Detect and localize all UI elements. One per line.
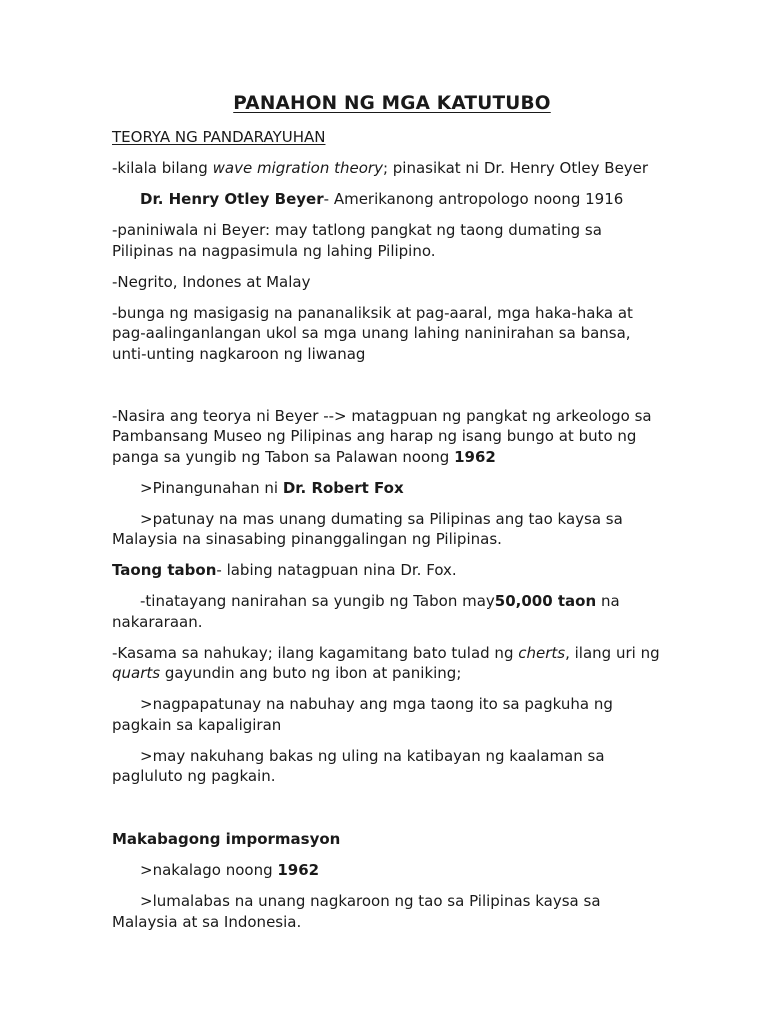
p13-line1: >may nakuhang bakas ng uling na katibayan ng kaalaman sa [140, 746, 605, 765]
paragraph-found-1962 [112, 860, 672, 881]
paragraph-cooking [112, 746, 672, 787]
p15-year: 1962 [277, 861, 320, 879]
p3-line2: Pilipinas na nagpasimula ng lahing Pilipino. [112, 241, 436, 260]
p12-line2: pagkain sa kapaligiran [112, 715, 282, 734]
paragraph-excavated [112, 643, 672, 684]
p6-line1: -Nasira ang teorya ni Beyer --> matagpuan ng pangkat ng arkeologo sa [112, 406, 652, 425]
p7-text: >Pinangunahan ni [140, 478, 283, 497]
p8-line1: >patunay na mas unang dumating sa Pilipinas ang tao kaysa sa [140, 509, 623, 528]
p10-text-a: -tinatayang nanirahan sa yungib ng Tabon may [140, 592, 495, 610]
p5-line2: pag-aalinganlangan ukol sa mga unang lahing naninirahan sa bansa, [112, 324, 631, 342]
p15-text: >nakalago noong [140, 861, 278, 879]
paragraph-research [112, 303, 672, 365]
p7-strong: Dr. Robert Fox [282, 478, 404, 497]
document-page [112, 92, 672, 943]
spacer [112, 375, 672, 406]
paragraph-proof [112, 509, 672, 550]
p16-line2: Malaysia at sa Indonesia. [112, 912, 302, 931]
p9-rest: - labing natagpuan nina Dr. Fox. [216, 561, 457, 579]
subheading-text: TEORYA NG PANDARAYUHAN [112, 128, 326, 146]
p10-strong: 50,000 taon [494, 592, 597, 610]
p16-line1: >lumalabas na unang nagkaroon ng tao sa Pilipinas kaysa sa [140, 892, 601, 910]
p8-line2: Malaysia na sinasabing pinanggalingan ng Pilipinas. [112, 530, 502, 548]
p11-em-cherts: cherts [518, 643, 566, 662]
p2-rest: - Amerikanong antropologo noong 1916 [323, 190, 624, 208]
p11-text-b: , ilang uri ng [565, 643, 660, 662]
p2-strong: Dr. Henry Otley Beyer [140, 190, 324, 208]
p6-line2: Pambansang Museo ng Pilipinas ang harap ng isang bungo at buto ng [112, 427, 637, 445]
p11-text-c: gayundin ang buto ng ibon at paniking; [160, 664, 462, 682]
paragraph-50000-years [112, 591, 672, 632]
p5-line1: -bunga ng masigasig na pananaliksik at pag-aaral, mga haka-haka at [112, 303, 633, 322]
p6-year: 1962 [454, 447, 496, 466]
p10-line2: nakararaan. [112, 612, 203, 631]
p1-emphasis: wave migration theory [212, 159, 383, 177]
paragraph-beyer-belief [112, 220, 672, 261]
page-title: PANAHON NG MGA KATUTUBO [233, 93, 551, 114]
subheading-teorya [112, 127, 672, 148]
p9-strong: Taong tabon [112, 561, 217, 579]
p11-text-a: -Kasama sa nahukay; ilang kagamitang bato tulad ng [112, 643, 519, 662]
p1-text-a: -kilala bilang [112, 159, 213, 177]
paragraph-three-groups: -Negrito, Indones at Malay [112, 272, 311, 291]
paragraph-theory-broken [112, 406, 672, 468]
paragraph-conclusion [112, 891, 672, 932]
p10-text-b: na [596, 592, 620, 610]
p1-text-b: ; pinasikat ni Dr. Henry Otley Beyer [382, 159, 649, 177]
paragraph-beyer-definition [112, 189, 672, 210]
paragraph-led-by-fox [112, 478, 672, 499]
p5-line3: unti-unting nagkaroon ng liwanag [112, 344, 366, 363]
p12-line1: >nagpapatunay na nabuhay ang mga taong ito sa pagkuha ng [140, 695, 613, 713]
section-heading-modern-info [112, 829, 672, 850]
paragraph-food-gathering [112, 694, 672, 735]
p14-strong: Makabagong impormasyon [112, 830, 341, 848]
p13-line2: pagluluto ng pagkain. [112, 767, 276, 785]
p6-line3a: panga sa yungib ng Tabon sa Palawan noong [112, 447, 455, 466]
paragraph-wave-migration [112, 158, 672, 179]
spacer [112, 797, 672, 829]
p11-em-quarts: quarts [112, 664, 161, 682]
paragraph-taong-tabon [112, 560, 672, 581]
p3-line1: -paniniwala ni Beyer: may tatlong pangkat ng taong dumating sa [112, 221, 602, 239]
